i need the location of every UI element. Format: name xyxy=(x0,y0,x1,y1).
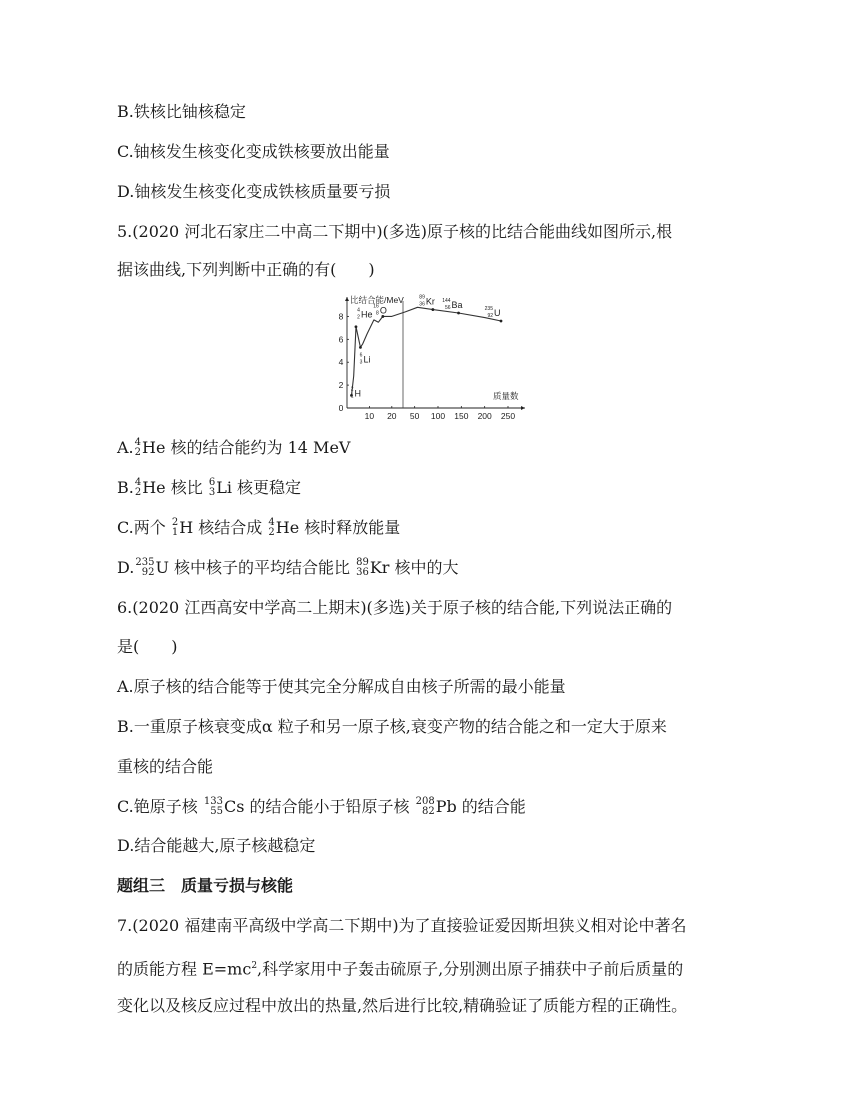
question-6-line-1: 6.(2020 江西高安中学高二上期末)(多选)关于原子核的结合能,下列说法正确的 xyxy=(117,598,673,617)
label-u: U xyxy=(494,308,501,319)
data-point-u xyxy=(500,320,503,323)
atomic-number-kr: 36 xyxy=(419,301,425,308)
x-tick-label: 150 xyxy=(454,411,469,421)
question-7-line-3: 变化以及核反应过程中放出的热量,然后进行比较,精确验证了质能方程的正确性。 xyxy=(117,996,688,1015)
x-axis-label: 质量数 xyxy=(493,391,519,401)
mass-number-li: 6 xyxy=(359,352,363,359)
q5-option-c: C.两个 2 1 H 核结合成 4 2 He 核时释放能量 xyxy=(117,516,401,538)
atomic-number-u: 92 xyxy=(487,313,493,320)
q5-option-a: A. 4 2 He 核的结合能约为 14 MeV xyxy=(117,436,351,458)
x-tick-label: 100 xyxy=(430,411,446,421)
x-axis-arrow xyxy=(521,406,525,410)
mass-number-u: 235 xyxy=(484,306,493,313)
atomic-number-ba: 56 xyxy=(444,305,451,312)
option-c-line: C.铀核发生核变化变成铁核要放出能量 xyxy=(117,142,390,161)
q6-option-b-2: 重核的结合能 xyxy=(117,757,214,776)
y-tick-label: 0 xyxy=(338,403,344,413)
label-o: O xyxy=(379,305,387,316)
data-point-o xyxy=(381,315,384,318)
mass-number-h: 2 xyxy=(350,386,354,393)
mass-number-kr: 89 xyxy=(419,294,425,301)
data-point-ba xyxy=(457,312,460,315)
q5-option-b: B. 4 2 He 核比 6 3 Li 核更稳定 xyxy=(117,476,302,498)
data-point-kr xyxy=(431,308,434,311)
x-tick-label: 50 xyxy=(409,411,420,421)
x-tick-label: 250 xyxy=(500,411,516,421)
question-7-line-2: 的质能方程 $E=mc^2$,科学家用中子轰击硫原子,分别测出原子捕获中子前后质量的 xyxy=(117,959,684,979)
binding-energy-chart xyxy=(325,293,535,428)
q6-option-b-1: B.一重原子核衰变成α 粒子和另一原子核,衰变产物的结合能之和一定大于原来 xyxy=(117,717,667,736)
mass-number-he: 4 xyxy=(357,307,360,314)
question-5-line-2: 据该曲线,下列判断中正确的有( ) xyxy=(117,260,375,279)
atomic-number-h: 1 xyxy=(350,393,354,400)
atomic-number-li: 3 xyxy=(359,359,363,366)
section-heading: 题组三 质量亏损与核能 xyxy=(117,876,294,895)
binding-energy-curve xyxy=(352,307,502,395)
q6-option-c: C.铯原子核 133 55 Cs 的结合能小于铅原子核 208 82 Pb 的结合能 xyxy=(117,795,526,817)
x-tick-label: 200 xyxy=(477,411,492,421)
isotope-he: 4 2 xyxy=(134,436,142,458)
y-axis-label: 比结合能/MeV xyxy=(350,295,404,305)
question-7-line-1: 7.(2020 福建南平高级中学高二下期中)为了直接验证爱因斯坦狭义相对论中著名 xyxy=(117,916,687,935)
x-tick-label: 10 xyxy=(364,411,375,421)
y-axis-arrow xyxy=(345,297,349,301)
label-kr: Kr xyxy=(425,296,435,307)
option-b-line: B.铁核比铀核稳定 xyxy=(117,102,246,121)
y-tick-label: 4 xyxy=(338,357,344,368)
question-5-line-1: 5.(2020 河北石家庄二中高二下期中)(多选)原子核的比结合能曲线如图所示,根 xyxy=(117,222,673,241)
question-6-line-2: 是( ) xyxy=(117,637,178,656)
mass-number-o: 16 xyxy=(373,303,379,310)
y-tick-label: 8 xyxy=(338,311,344,322)
q6-option-d: D.结合能越大,原子核越稳定 xyxy=(117,836,316,855)
atomic-number-he: 2 xyxy=(357,314,360,321)
q5-option-d: D. 235 92 U 核中核子的平均结合能比 89 36 Kr 核中的大 xyxy=(117,556,459,578)
y-tick-label: 6 xyxy=(338,334,344,345)
option-d-line: D.铀核发生核变化变成铁核质量要亏损 xyxy=(117,182,391,201)
x-tick-label: 20 xyxy=(387,411,397,421)
label-he: He xyxy=(360,309,373,320)
atomic-number-o: 8 xyxy=(376,310,379,317)
y-tick-label: 2 xyxy=(338,380,344,391)
data-point-he xyxy=(355,325,358,328)
mass-number-ba: 144 xyxy=(442,298,451,305)
data-point-li xyxy=(359,346,362,349)
label-li: Li xyxy=(363,354,371,365)
q6-option-a: A.原子核的结合能等于使其完全分解成自由核子所需的最小能量 xyxy=(117,677,566,696)
label-ba: Ba xyxy=(451,300,463,311)
label-h: H xyxy=(354,388,361,399)
